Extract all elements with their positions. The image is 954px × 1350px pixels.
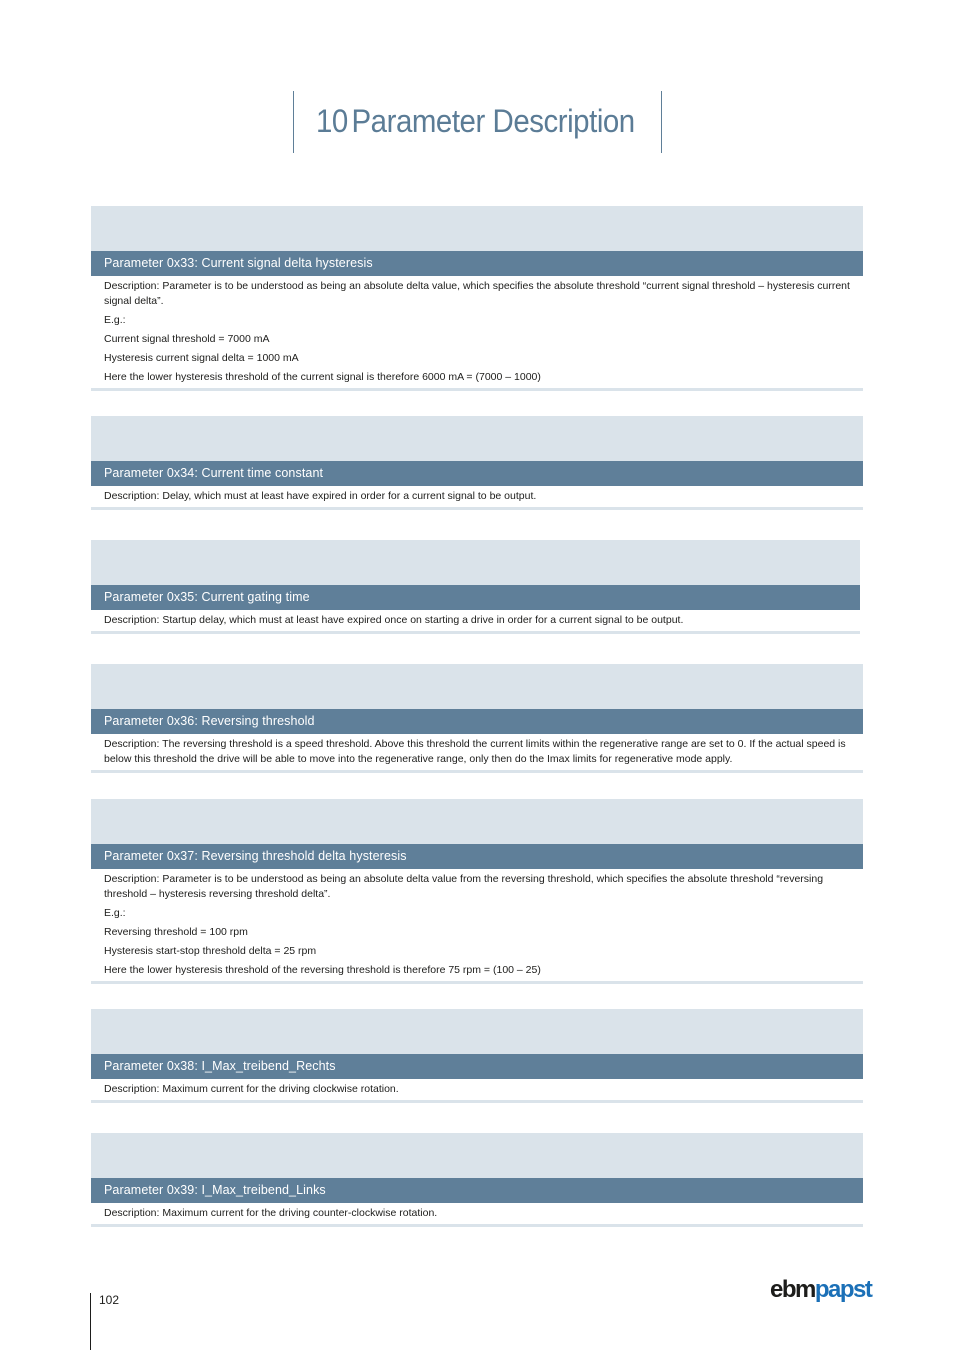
description-line: Hysteresis start-stop threshold delta = 25 rpm: [104, 945, 317, 957]
parameter-description: [91, 276, 863, 391]
parameter-heading: Parameter 0x37: Reversing threshold delta hysteresis: [91, 844, 863, 869]
section-band: [91, 1009, 863, 1054]
parameter-heading: Parameter 0x39: I_Max_treibend_Links: [91, 1178, 863, 1203]
footer-rule: [90, 1293, 91, 1350]
parameter-heading: Parameter 0x35: Current gating time: [91, 585, 860, 610]
section-band: [91, 416, 863, 461]
description-line: Description: Startup delay, which must at least have expired once on starting a drive in order for a current signal to be output.: [104, 614, 684, 626]
description-line: Here the lower hysteresis threshold of the reversing threshold is therefore 75 rpm = (100 – 25): [104, 964, 541, 976]
description-line: E.g.:: [104, 907, 126, 919]
parameter-description: [91, 734, 863, 773]
description-line: E.g.:: [104, 314, 126, 326]
parameter-block-0x33: [91, 206, 863, 391]
description-line: Description: The reversing threshold is a speed threshold. Above this threshold the current limits within the regenerative range are set to 0. If the actual speed is below this threshold the drive will be able to move into the regenerative range, only then do the Imax limits for regenerative mode apply.: [104, 738, 846, 765]
parameter-heading: Parameter 0x36: Reversing threshold: [91, 709, 863, 734]
description-line: Current signal threshold = 7000 mA: [104, 333, 270, 345]
parameter-description: [91, 1079, 863, 1103]
description-line: Description: Parameter is to be understood as being an absolute delta value, which specifies the absolute threshold “current signal threshold – hysteresis current signal delta”.: [104, 280, 850, 307]
parameter-heading: Parameter 0x33: Current signal delta hysteresis: [91, 251, 863, 276]
parameter-block-0x34: [91, 416, 863, 510]
parameter-heading: Parameter 0x34: Current time constant: [91, 461, 863, 486]
section-band: [91, 206, 863, 251]
parameter-description: [91, 610, 860, 634]
chapter-number: 10: [316, 103, 348, 139]
section-band: [91, 540, 860, 585]
page-number: 102: [99, 1293, 120, 1307]
ebmpapst-logo: [770, 1276, 871, 1304]
description-line: Hysteresis current signal delta = 1000 mA: [104, 352, 299, 364]
section-band: [91, 799, 863, 844]
section-band: [91, 664, 863, 709]
parameter-block-0x38: [91, 1009, 863, 1103]
description-line: Description: Maximum current for the driving clockwise rotation.: [104, 1083, 399, 1095]
parameter-block-0x37: [91, 799, 863, 984]
parameter-heading: Parameter 0x38: I_Max_treibend_Rechts: [91, 1054, 863, 1079]
chapter-title: [316, 103, 635, 140]
chapter-title-text: Parameter Description: [351, 103, 635, 139]
section-band: [91, 1133, 863, 1178]
description-line: Description: Parameter is to be understood as being an absolute delta value from the reversing threshold, which specifies the absolute threshold “reversing threshold – hysteresis reversing threshold delta”.: [104, 873, 824, 900]
chapter-header: [293, 91, 662, 153]
description-line: Reversing threshold = 100 rpm: [104, 926, 248, 938]
logo-papst: papst: [814, 1276, 872, 1303]
parameter-block-0x36: [91, 664, 863, 773]
description-line: Description: Delay, which must at least have expired in order for a current signal to be output.: [104, 490, 537, 502]
description-line: Here the lower hysteresis threshold of the current signal is therefore 6000 mA = (7000 – 1000): [104, 371, 541, 383]
description-line: Description: Maximum current for the driving counter-clockwise rotation.: [104, 1207, 438, 1219]
parameter-block-0x35: [91, 540, 860, 634]
parameter-description: [91, 1203, 863, 1227]
parameter-description: [91, 869, 863, 984]
parameter-block-0x39: [91, 1133, 863, 1227]
parameter-description: [91, 486, 863, 510]
logo-ebm: ebm: [770, 1276, 815, 1303]
